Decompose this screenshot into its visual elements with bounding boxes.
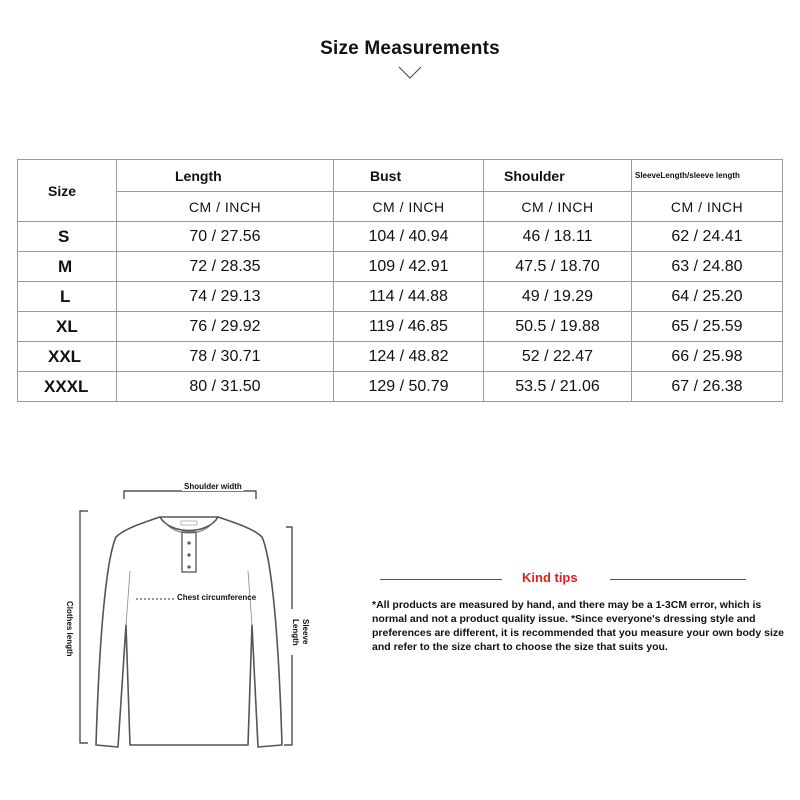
cell-sleeve: 64 / 25.20 — [632, 282, 783, 312]
table-row — [18, 252, 783, 282]
cell-shoulder: 49 / 19.29 — [484, 282, 632, 312]
cell-length: 80 / 31.50 — [117, 372, 334, 402]
cell-shoulder: 52 / 22.47 — [484, 342, 632, 372]
table-row — [18, 342, 783, 372]
cell-bust: 129 / 50.79 — [334, 372, 484, 402]
cell-sleeve: 65 / 25.59 — [632, 312, 783, 342]
size-label: S — [18, 222, 117, 252]
column-header-bust: Bust — [334, 160, 484, 192]
cell-sleeve: 63 / 24.80 — [632, 252, 783, 282]
cell-bust: 104 / 40.94 — [334, 222, 484, 252]
measurement-diagram — [60, 475, 320, 755]
cell-sleeve: 67 / 26.38 — [632, 372, 783, 402]
cell-bust: 119 / 46.85 — [334, 312, 484, 342]
column-header-length: Length — [117, 160, 334, 192]
unit-label: CM / INCH — [484, 192, 632, 222]
cell-length: 70 / 27.56 — [117, 222, 334, 252]
cell-shoulder: 50.5 / 19.88 — [484, 312, 632, 342]
cell-length: 74 / 29.13 — [117, 282, 334, 312]
unit-label: CM / INCH — [632, 192, 783, 222]
size-label: XL — [18, 312, 117, 342]
sleeve-length-label: Sleeve Length — [290, 609, 310, 655]
divider — [610, 579, 746, 580]
size-label: XXXL — [18, 372, 117, 402]
table-row — [18, 282, 783, 312]
column-header-sleeve-length: SleeveLength/sleeve length — [632, 160, 783, 192]
cell-shoulder: 46 / 18.11 — [484, 222, 632, 252]
cell-bust: 124 / 48.82 — [334, 342, 484, 372]
kind-tips-title: Kind tips — [522, 570, 578, 585]
table-row — [18, 222, 783, 252]
unit-row — [18, 192, 783, 222]
clothes-length-label: Clothes length — [65, 601, 74, 657]
table-header-row — [18, 160, 783, 192]
page-title: Size Measurements — [320, 38, 500, 59]
divider — [380, 579, 502, 580]
cell-length: 76 / 29.92 — [117, 312, 334, 342]
cell-bust: 114 / 44.88 — [334, 282, 484, 312]
chevron-down-icon — [398, 66, 422, 80]
chest-circumference-label: Chest circumference — [177, 593, 257, 602]
cell-bust: 109 / 42.91 — [334, 252, 484, 282]
cell-length: 72 / 28.35 — [117, 252, 334, 282]
cell-sleeve: 62 / 24.41 — [632, 222, 783, 252]
long-sleeve-shirt-icon — [60, 475, 320, 755]
table-row — [18, 372, 783, 402]
shoulder-width-label: Shoulder width — [184, 482, 242, 491]
size-label: XXL — [18, 342, 117, 372]
unit-label: CM / INCH — [334, 192, 484, 222]
unit-label: CM / INCH — [117, 192, 334, 222]
size-column-header: Size — [18, 160, 117, 222]
size-label: L — [18, 282, 117, 312]
cell-shoulder: 53.5 / 21.06 — [484, 372, 632, 402]
kind-tips-text: *All products are measured by hand, and there may be a 1-3CM error, which is normal and not a product quality issue. *Since everyone's dressing style and preferences are different, it is recommended that you measure your own body size and refer to the size chart to choose the size that suits you. — [372, 599, 784, 653]
cell-sleeve: 66 / 25.98 — [632, 342, 783, 372]
size-label: M — [18, 252, 117, 282]
size-table — [17, 159, 783, 402]
table-row — [18, 312, 783, 342]
column-header-shoulder: Shoulder — [484, 160, 632, 192]
cell-length: 78 / 30.71 — [117, 342, 334, 372]
cell-shoulder: 47.5 / 18.70 — [484, 252, 632, 282]
